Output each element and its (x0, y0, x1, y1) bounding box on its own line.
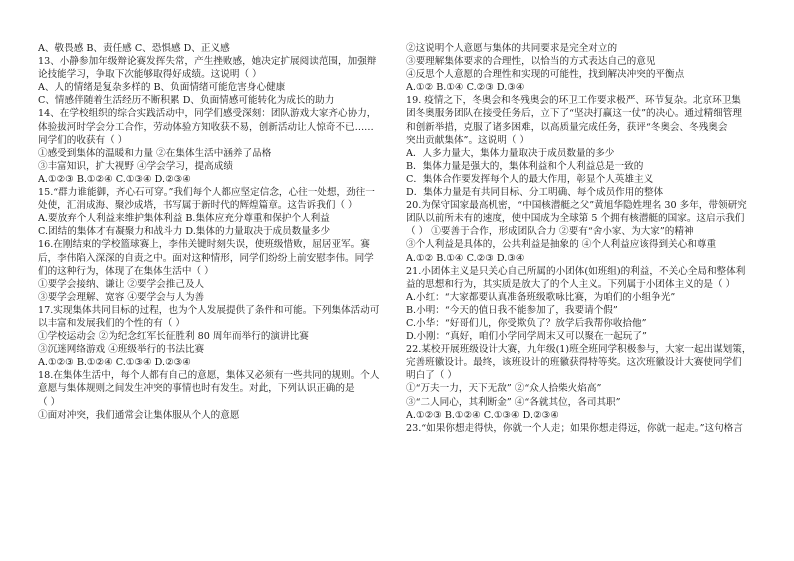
text-line: 21.小团体主义是只关心自己所属的小团体(如班组)的利益，不关心全局和整体利 (406, 265, 746, 277)
text-line: A.①② B.①④ C.②③ D.③④ (406, 252, 525, 264)
text-line: C.小华：“好哥们儿，你受欺负了？放学后我帮你收拾他” (406, 317, 647, 329)
text-line: 明白了（ ） (406, 370, 458, 382)
text-line: ①感受到集体的温暖和力量 ②在集体生活中涵养了品格 (38, 147, 272, 159)
text-line: ①要学会接纳、谦让 ②要学会推己及人 (38, 278, 205, 290)
text-line: C．集体合作要发挥每个人的最大作用，彰显个人英雄主义 (406, 173, 654, 185)
text-line: 体验拔河时学会分工合作，劳动体验方知收获不易，创新活动让人惊奇不已…… (38, 121, 374, 133)
text-line: 团冬奥服务团队在接受任务后，立下了“坚决打赢这一仗”的决心。通过精细管理 (406, 108, 742, 120)
text-line: 13、小静参加年级辩论赛发挥失常，产生挫败感，她决定扩展阅读范围，加强辩 (38, 56, 377, 68)
text-line: 后，李伟陷入深深的自责之中。面对这种情形，同学们纷纷上前安慰李伟。同学 (38, 252, 374, 264)
text-line: A.①②③ B.①②④ C.①③④ D.②③④ (38, 173, 191, 185)
text-line: 17.实现集体共同目标的过程，也为个人发展提供了条件和可能。下列集体活动可 (38, 304, 380, 316)
text-line: ③要理解集体要求的合理性，以恰当的方式表达自己的意见 (406, 56, 656, 68)
text-line: 团队以前所未有的速度，使中国成为全球第 5 个拥有核潜艇的国家。这启示我们 (406, 213, 745, 225)
text-line: （ ） (38, 396, 61, 408)
text-line: 论技能学习，争取下次能够取得好成绩。这说明（ ） (38, 69, 262, 81)
text-line: 益的思想和行为，其实质是放大了的个人主义。下列属于小团体主义的是（ ） (406, 278, 736, 290)
text-line: 突出贡献集体”。这说明（ ） (406, 134, 530, 146)
text-line: （ ） ①要善于合作，形成团队合力 ②要有“舍小家、为大家”的精神 (406, 226, 694, 238)
text-line: 20.为保守国家最高机密，“中国核潜艇之父”黄旭华隐姓埋名 30 多年，带领研究 (406, 200, 747, 212)
text-line: A.要放弃个人利益来维护集体利益 B.集体应充分尊重和保护个人利益 (38, 213, 330, 225)
text-line: C.团结的集体才有凝聚力和战斗力 D.集体的力量取决于成员数量多少 (38, 226, 331, 238)
text-line: ①“万夫一力，天下无敌” ②“众人拾柴火焰高” (406, 383, 602, 395)
text-line: 和创新举措，克服了诸多困难，以高质量完成任务，获评“冬奥会、冬残奥会 (406, 121, 728, 133)
text-line: ①面对冲突，我们通常会让集体服从个人的意愿 (38, 409, 240, 421)
text-line: 14、在学校组织的综合实践活动中，同学们感受深刻：团队游戏大家齐心协力， (38, 108, 377, 120)
text-line: D.小刚：“真好，咱们小学同学周末又可以聚在一起玩了” (406, 331, 647, 343)
text-line: 18.在集体生活中，每个人都有自己的意愿，集体又必须有一些共同的规则。个人 (38, 370, 380, 382)
text-line: ①学校运动会 ②为纪念红军长征胜利 80 周年而举行的演讲比赛 (38, 331, 309, 343)
text-line: ③个人利益是具体的，公共利益是抽象的 ④个人利益应该得到关心和尊重 (406, 239, 717, 251)
text-line: 23.“如果你想走得快，你就一个人走；如果你想走得远，你就一起走。”这句格言 (406, 422, 743, 434)
text-line: ③“二人同心，其利断金” ④“各就其位，各司其职” (406, 396, 621, 408)
text-line: A.①② B.①④ C.②③ D.③④ (406, 82, 525, 94)
text-line: ②这说明个人意愿与集体的共同要求是完全对立的 (406, 43, 618, 54)
text-line: A.①②③ B.①②④ C.①③④ D.②③④ (38, 357, 191, 369)
text-line: ③丰富知识，扩大视野 ④学会学习，提高成绩 (38, 160, 233, 172)
text-line: A.①②③ B.①②④ C.①③④ D.②③④ (406, 409, 559, 421)
text-line: A、人的情绪是复杂多样的 B、负面情绪可能危害身心健康 (38, 82, 286, 94)
left-column (38, 42, 393, 422)
text-line: ④反思个人意愿的合理性和实现的可能性，找到解决冲突的平衡点 (406, 69, 685, 81)
right-column (406, 42, 761, 435)
text-line: C、情感伴随着生活经历不断积累 D、负面情感可能转化为成长的助力 (38, 95, 335, 107)
text-line: 以丰富和发展我们的个性的有（ ） (38, 317, 185, 329)
text-line: 22.某校开展班级设计大赛，九年级(1)班全班同学积极参与，大家一起出谋划策， (406, 344, 752, 356)
text-line: A、敬畏感 B、责任感 C、恐惧感 D、正义感 (38, 43, 230, 54)
text-line: ③要学会理解、宽容 ④要学会与人为善 (38, 291, 205, 303)
text-line: D．集体力量是有共同目标、分工明确、每个成员作用的整体 (406, 187, 664, 199)
text-line: 们的这种行为，体现了在集体生活中（ ） (38, 265, 214, 277)
text-line: B.小明：“今天的值日我不能参加了，我要请个假” (406, 304, 618, 316)
text-line: ③沉迷网络游戏 ④班级举行的书法比赛 (38, 344, 205, 356)
text-line: A．人多力量大，集体力量取决于成员数量的多少 (406, 147, 615, 159)
text-line: 16.在刚结束的学校篮球赛上，李伟关键时刻失误，使班级惜败，屈居亚军。赛 (38, 239, 370, 251)
text-line: 意愿与集体规则之间发生冲突的事情也时有发生。对此，下列认识正确的是 (38, 383, 355, 395)
text-line: B．集体力量是强大的，集体利益和个人利益总是一致的 (406, 160, 644, 172)
text-line: 处使，汇涓成海、聚沙成塔，书写属于新时代的辉煌篇章。这告诉我们（ ） (38, 200, 358, 212)
text-line: 15.“群力谁能御，齐心石可穿。”我们每个人都应坚定信念，心往一处想，劲往一 (38, 187, 375, 199)
text-line: 同学们的收获有（ ） (38, 134, 128, 146)
text-line: 完善班徽设计。最终，该班设计的班徽获得特等奖。这次班徽设计大赛使同学们 (406, 357, 742, 369)
text-line: 19. 疫情之下，冬奥会和冬残奥会的环卫工作要求极严、环节复杂。北京环卫集 (406, 95, 741, 107)
text-line: A.小红：“大家都要认真准备班级歌咏比赛，为咱们的小组争光” (406, 291, 676, 303)
